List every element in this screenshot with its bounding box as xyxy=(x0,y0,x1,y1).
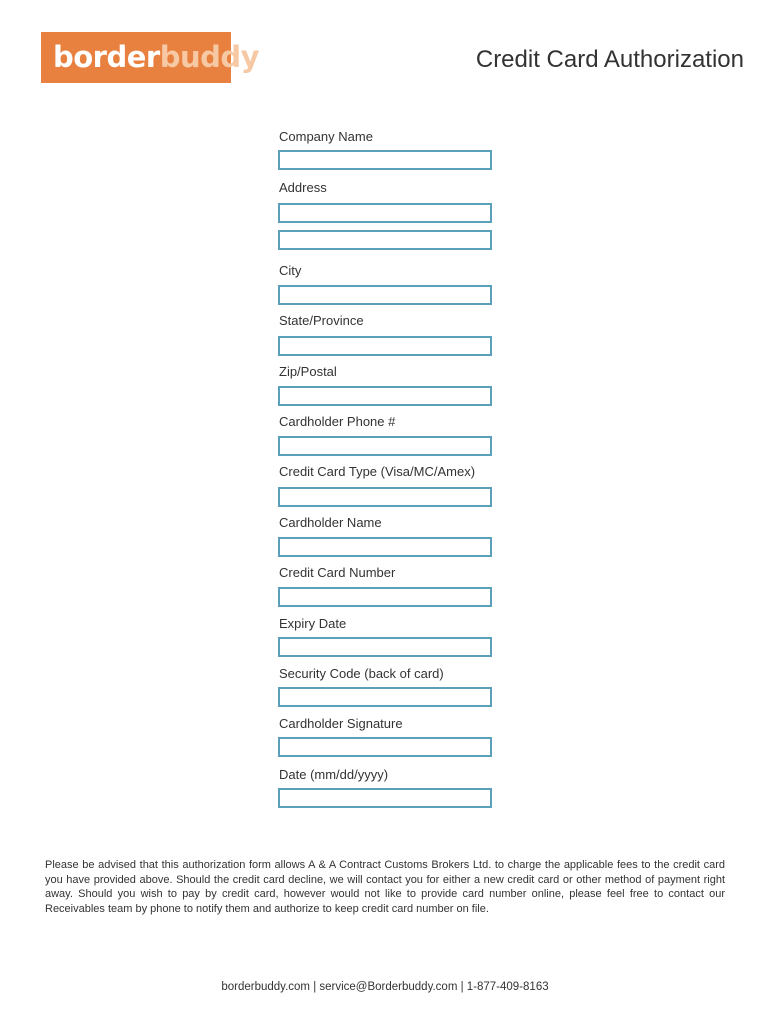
date-input[interactable] xyxy=(278,788,492,808)
footer-contact: borderbuddy.com | service@Borderbuddy.com | 1-877-409-8163 xyxy=(221,981,549,993)
cardholder-phone-input[interactable] xyxy=(278,436,492,456)
logo-text-buddy: buddy xyxy=(159,40,260,74)
cardholder-name-input[interactable] xyxy=(278,537,492,557)
date-label: Date (mm/dd/yyyy) xyxy=(279,767,389,782)
security-code-input[interactable] xyxy=(278,687,492,707)
address-line-1-input[interactable] xyxy=(278,203,492,223)
cardholder-name-label: Cardholder Name xyxy=(279,515,382,530)
cardholder-signature-input[interactable] xyxy=(278,737,492,757)
logo-text-border: border xyxy=(53,40,160,74)
logo-text xyxy=(53,40,260,74)
page-title: Credit Card Authorization xyxy=(475,46,744,73)
state-province-label: State/Province xyxy=(279,313,364,328)
city-input[interactable] xyxy=(278,285,492,305)
zip-postal-input[interactable] xyxy=(278,386,492,406)
expiry-date-label: Expiry Date xyxy=(279,616,347,631)
card-number-label: Credit Card Number xyxy=(279,565,396,580)
city-label: City xyxy=(279,263,302,278)
zip-postal-label: Zip/Postal xyxy=(279,364,337,379)
cardholder-signature-label: Cardholder Signature xyxy=(279,716,403,731)
card-type-input[interactable] xyxy=(278,487,492,507)
company-name-label: Company Name xyxy=(279,129,373,144)
address-line-2-input[interactable] xyxy=(278,230,492,250)
address-label: Address xyxy=(279,180,327,195)
card-type-label: Credit Card Type (Visa/MC/Amex) xyxy=(279,464,476,479)
state-province-input[interactable] xyxy=(278,336,492,356)
authorization-notice: Please be advised that this authorization form allows A & A Contract Customs Brokers Ltd. to charge the applicable fees to the credit card you have provided above. Should the credit card decline, we will contact you for either a new credit card or other method of payment right away. Should you wish to pay by credit card, however would not like to provide card number online, please feel free to contact our Receivables team by phone to notify them and authorize to keep credit card number on file. xyxy=(45,859,725,915)
cardholder-phone-label: Cardholder Phone # xyxy=(279,414,396,429)
borderbuddy-logo xyxy=(41,32,260,83)
security-code-label: Security Code (back of card) xyxy=(279,666,444,681)
company-name-input[interactable] xyxy=(278,150,492,170)
card-number-input[interactable] xyxy=(278,587,492,607)
expiry-date-input[interactable] xyxy=(278,637,492,657)
